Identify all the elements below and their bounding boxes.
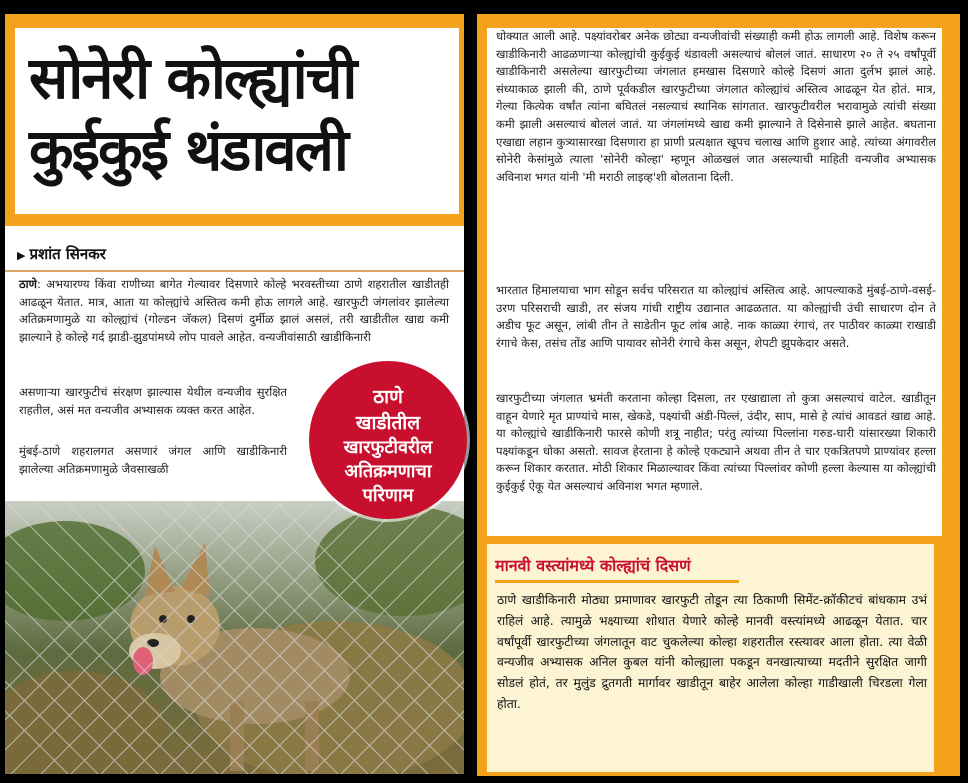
right-paragraph-2: भारतात हिमालयाचा भाग सोडून सर्वच परिसरात या कोल्ह्यांचं अस्तित्व आहे. आपल्याकडे मुंबई-ठाणे-वसई-उरण परिसराची खाडी, तर संजय गांधी राष्ट्रीय उद्यानात आढळतात. या कोल्ह्यांची उंची साधारण दोन ते अडीच फूट असून, लांबी तीन ते साडेतीन फूट लांब आहे. नाक काळ्या रंगाचं, तर पाठीवर काळ्या राखाडी रंगाचे केस, तसंच तोंड आणि पायावर सोनेरी रंगाचे केस असून, शेपटी झुपकेदार असते.: [496, 283, 936, 350]
dateline: ठाणे: [19, 277, 37, 291]
byline: [17, 244, 106, 264]
right-paragraph-1: धोक्यात आली आहे. पक्ष्यांवरोबर अनेक छोट्या वन्यजीवांची संख्याही कमी होऊ लागली आहे. विशेष करून खाडीकिनारी आढळणाऱ्या कोल्ह्यांची कुईकुई थंडावली असल्याचं बोललं जातं. साधारण २० ते २५ वर्षांपूर्वी खाडीकिनारी असलेल्या खारफुटीच्या जंगलात हमखास दिसणारे कोल्हे दिसणं आता दुर्लभ झालं आहे. संध्याकाळ झाली की, ठाणे पूर्वकडील खारफुटीच्या जंगलात कोल्ह्यांचं अस्तित्व आढळून येत होतं. मात्र, गेल्या कित्येक वर्षांत त्यांना बघितलं नसल्याचं स्थानिक सांगतात. खारफुटीवरील भरावामुळे त्यांची संख्या कमी झाली असल्याचं बोललं जातं. या जंगलांमध्ये खाद्य कमी झाल्याने ते दिसेनासे झाले आहेत. बघताना एखाद्या लहान कुत्र्यासारखा दिसणारा हा प्राणी प्रत्यक्षात खूपच चलाख आणि हुशार आहे. त्यांच्या अंगावरील सोनेरी केसांमुळे त्याला 'सोनेरी कोल्हा' म्हणून ओळखलं जात असल्याची माहिती वन्यजीव अभ्यासक अविनाश भगत यांनी 'मी मराठी लाइव्ह'शी बोलताना दिली.: [496, 29, 936, 184]
right-body: [487, 28, 942, 536]
headline: [15, 28, 459, 186]
sidebar-box-title: मानवी वस्त्यांमध्ये कोल्ह्यांचं दिसणं: [495, 556, 691, 575]
callout-line-2: खाडीतील: [355, 412, 421, 434]
sidebar-box-text: ठाणे खाडीकिनारी मोठ्या प्रमाणावर खारफुटी तोडून त्या ठिकाणी सिमेंट-क्रॉकीटचं बांधकाम उभं राहिलं आहे. त्यामुळे भक्ष्याच्या शोधात येणारे कोल्हे मानवी वस्त्यांमध्ये आढळून येतात. चार वर्षांपूर्वी खारफुटीच्या जंगलातून वाट चुकलेल्या कोल्हा शहरातील रस्त्यावर आला होता. त्या वेळी वन्यजीव अभ्यासक अनिल कुबल यांनी कोल्ह्याला पकडून वनखात्याच्या मदतीने सुरक्षित जागी सोडलं होतं, तर मुलुंड द्रुतगती मार्गावर खाडीतून बाहेर आलेला कोल्हा गाडीखाली चिरडला गेला होता.: [497, 593, 927, 711]
callout-line-3: खारफुटीवरील: [343, 437, 433, 458]
jackal-illustration: [5, 501, 464, 774]
sidebar-box: [487, 544, 934, 772]
left-paragraph-1-text: : अभयारण्य किंवा राणीच्या बागेत गेल्यावर दिसणारे कोल्हे भरवस्तीच्या ठाणे शहरातील खाडीतही आढळून येतात. मात्र, आता या कोल्ह्यांचे अस्तित्व कमी होऊ लागले आहे. खारफुटी जंगलांवर झालेल्या अतिक्रमणामुळे या कोल्ह्यांचं (गोल्डन जॅकल) दिसणं दुर्मीळ झालं असलं, तरी खाडीतील खाद्य कमी झाल्याने हे कोल्हे गर्द झाडी-झुडपांमध्ये लोप पावले आहेत. वन्यजीवांसाठी खाडीकिनारी: [19, 277, 449, 344]
callout-line-5: परिणाम: [362, 485, 414, 506]
headline-panel: [15, 28, 459, 214]
callout-line-1: ठाणे: [373, 386, 403, 408]
sidebar-box-rule: [495, 580, 739, 583]
callout-badge: [309, 361, 467, 519]
jackal-photo: [5, 501, 464, 774]
left-paragraph-3: मुंबई-ठाणे शहरालगत असणारं जंगल आणि खाडीकिनारी झालेल्या अतिक्रमणामुळे जैवसाखळी: [19, 444, 287, 476]
left-paragraph-2: असणाऱ्या खारफुटीचं संरक्षण झाल्यास येथील वन्यजीव सुरक्षित राहतील, असं मत वन्यजीव अभ्यासक व्यक्त करत आहेत.: [19, 385, 287, 417]
right-paragraph-3: खारफुटीच्या जंगलात भ्रमंती करताना कोल्हा दिसला, तर एखाद्याला तो कुत्रा असल्याचं वाटेल. खाडीतून वाहून येणारे मृत प्राण्यांचे मास, खेकडे, पक्ष्यांची अंडी-पिल्लं, उंदीर, साप, मासे हे त्यांचं आवडतं खाद्य आहे. या कोल्ह्यांचे खाडीकिनारी फारसे कोणी शत्रू नाहीत; परंतु त्यांच्या पिल्लांना गरुड-घारी यांसारख्या शिकारी पक्ष्यांकडून धोका असतो. सावज हेरताना हे कोल्हे एकट्याने अथवा तीन ते चार एकत्रितपणे प्राण्यांवर हल्ला करून शिकार करतात. मोठी शिकार मिळाल्यावर किंवा त्यांच्या पिल्लांवर कोणी हल्ला केल्यास या कोल्ह्यांची कुईकुई ऐकू येत असल्याचं अविनाश भगत म्हणाले.: [496, 391, 936, 493]
headline-line-2: कुईकुई थंडावली: [29, 116, 347, 184]
author-name: प्रशांत सिनकर: [29, 245, 106, 263]
callout-line-4: अतिक्रमणाचा: [344, 461, 432, 482]
byline-marker-icon: ▶: [17, 249, 26, 262]
right-article-column: [477, 14, 960, 776]
byline-divider: [5, 270, 464, 272]
headline-line-1: सोनेरी कोल्ह्यांची: [29, 44, 356, 112]
